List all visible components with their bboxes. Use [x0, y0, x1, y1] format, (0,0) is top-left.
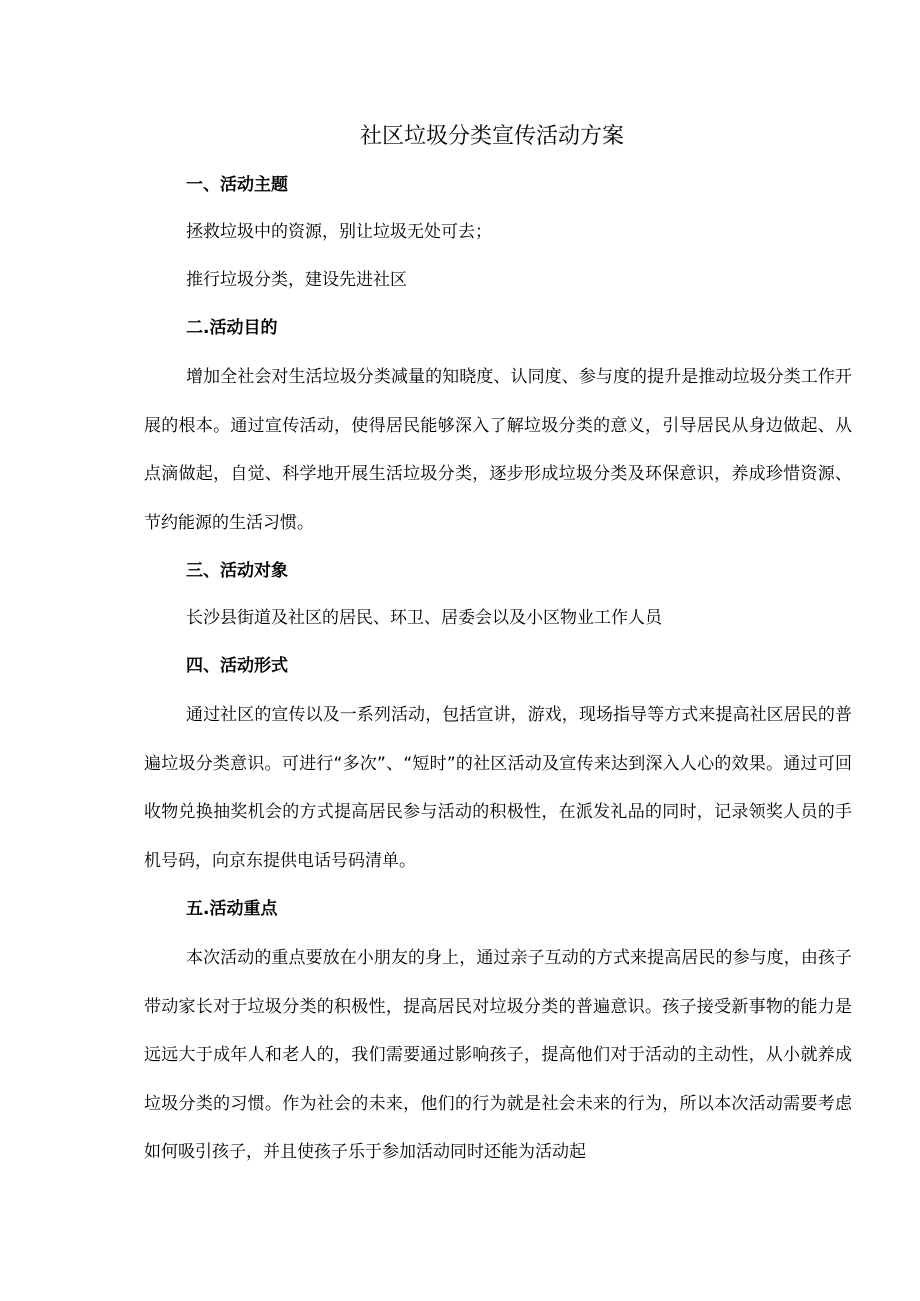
purpose-paragraph: 增加全社会对生活垃圾分类减量的知晓度、认同度、参与度的提升是推动垃圾分类工作开展的根本。通过宣传活动，使得居民能够深入了解垃圾分类的意义，引导居民从身边做起、从点滴做起，自觉、科学地开展生活垃圾分类，逐步形成垃圾分类及环保意识，养成珍惜资源、节约能源的生活习惯。 — [144, 367, 852, 533]
document-title: 社区垃圾分类宣传活动方案 — [359, 124, 624, 149]
section-heading-audience: 三、活动对象 — [186, 561, 288, 581]
focus-paragraph: 本次活动的重点要放在小朋友的身上，通过亲子互动的方式来提高居民的参与度，由孩子带动家长对于垃圾分类的积极性，提高居民对垃圾分类的普遍意识。孩子接受新事物的能力是远远大于成年人和老人的，我们需要通过影响孩子，提高他们对于活动的主动性，从小就养成垃圾分类的习惯。作为社会的未来，他们的行为就是社会未来的行为，所以本次活动需要考虑如何吸引孩子，并且使孩子乐于参加活动同时还能为活动起 — [144, 948, 852, 1162]
section-heading-purpose: 二.活动目的 — [186, 318, 278, 338]
format-paragraph: 通过社区的宣传以及一系列活动，包括宣讲，游戏，现场指导等方式来提高社区居民的普遍垃圾分类意识。可进行“多次”、“短时”的社区活动及宣传来达到深入人心的效果。通过可回收物兑换抽奖机会的方式提高居民参与活动的积极性，在派发礼品的同时，记录领奖人员的手机号码，向京东提供电话号码清单。 — [144, 705, 852, 871]
theme-line-1: 拯救垃圾中的资源，别让垃圾无处可去； — [186, 222, 492, 242]
audience-line: 长沙县街道及社区的居民、环卫、居委会以及小区物业工作人员 — [186, 608, 662, 628]
section-heading-focus: 五.活动重点 — [186, 899, 278, 919]
section-heading-theme: 一、活动主题 — [186, 175, 288, 195]
section-heading-format: 四、活动形式 — [186, 656, 288, 676]
theme-line-2: 推行垃圾分类，建设先进社区 — [186, 270, 407, 290]
